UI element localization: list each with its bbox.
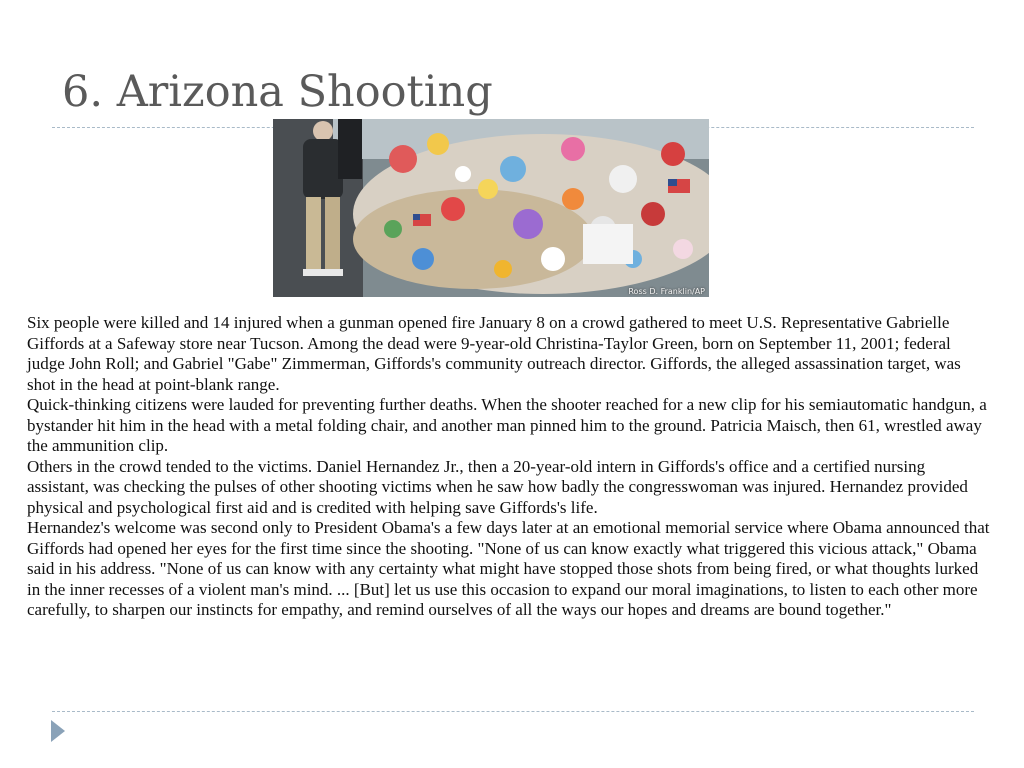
slide-body-text xyxy=(27,313,991,621)
slide-title: 6. Arizona Shooting xyxy=(62,67,493,117)
paragraph-citizens-response: Quick-thinking citizens were lauded for preventing further deaths. When the shooter reached for a new clip for his semiautomatic handgun, a bystander hit him in the head with a metal folding chair, and another man pinned him to the ground. Patricia Maisch, then 61, wrestled away the ammunition clip. xyxy=(27,395,987,455)
paragraph-shooting-summary: Six people were killed and 14 injured when a gunman opened fire January 8 on a crowd gathered to meet U.S. Representative Gabrielle Giffords at a Safeway store near Tucson. Among the dead were 9-year-old Christina-Taylor Green, born on September 11, 2001; federal judge John Roll; and Gabriel "Gabe" Zimmerman, Giffords's community outreach director. Giffords, the alleged assassination target, was shot in the head at point-blank range. xyxy=(27,313,961,394)
memorial-photo xyxy=(273,119,709,297)
photo-credit: Ross D. Franklin/AP xyxy=(628,287,705,296)
paragraph-memorial-service: Hernandez's welcome was second only to President Obama's a few days later at an emotional memorial service where Obama announced that Giffords had opened her eyes for the first time since the shooting. "None of us can know exactly what triggered this vicious attack," Obama said in his address. "None of us can know with any certainty what might have stopped those shots from being fired, or what thoughts lurked in the inner recesses of a violent man's mind. ... [But] let us use this occasion to expand our moral imaginations, to listen to each other more carefully, to sharpen our instincts for empathy, and remind ourselves of all the ways our hopes and dreams are bound together." xyxy=(27,518,990,619)
play-triangle-icon[interactable] xyxy=(51,720,65,742)
footer-divider xyxy=(52,711,974,712)
paragraph-victims-aid: Others in the crowd tended to the victims. Daniel Hernandez Jr., then a 20-year-old intern in Giffords's office and a certified nursing assistant, was checking the pulses of other shooting victims when he saw how badly the congresswoman was injured. Hernandez provided physical and psychological first aid and is credited with helping save Giffords's life. xyxy=(27,456,968,517)
